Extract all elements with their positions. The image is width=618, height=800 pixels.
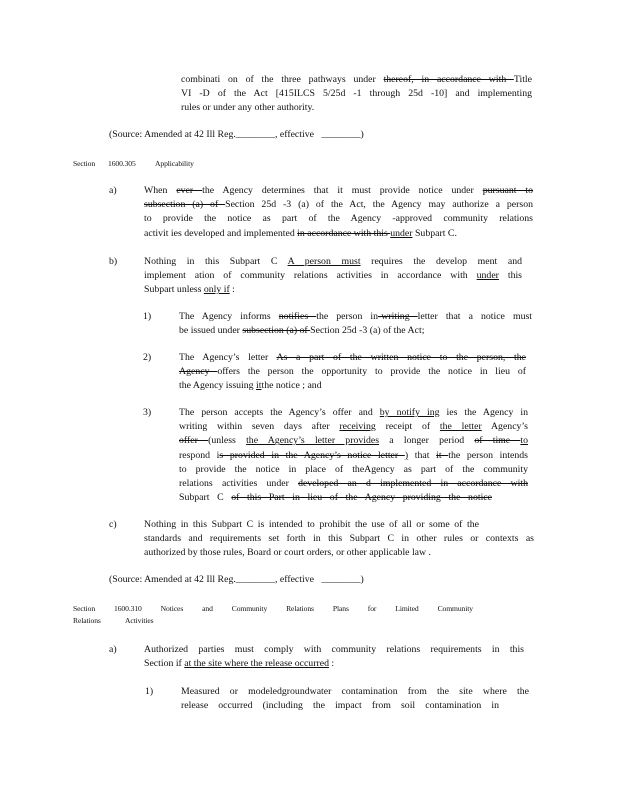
section-number: 1600.310 [114,604,142,613]
item-a-paragraph: When ever the Agency determines that it must provide notice under pursuant to subsection (a) of Section 25d -3 (a) of the Act, the Agency may authorize a person to provide the notice as part of the Agency -approved community relations activit ies developed and implemented in accordance with this under Subpart C. [144,185,534,239]
section-label: Section [73,159,96,168]
item-a2-1-paragraph: Measured or modeledgroundwater contamination from the site where the release occurred (including the impact from soil contamination in [181,686,529,712]
item-b1-paragraph: The Agency informs notifies the person in-writing letter that a notice must be issued under subsection (a) of Section 25d -3 (a) of the Act; [179,311,533,337]
section-title-word: Relations [286,604,314,613]
section-heading [73,603,493,627]
section-title: Applicability [155,159,194,168]
section-title-word: Relations [73,616,101,625]
intro-line-1: combinati on of the three pathways under thereof, in accordance with Title [181,74,532,85]
section-title-word: Plans [332,604,349,613]
section-title-word: for [367,604,377,613]
section-title-word: Community [231,604,268,613]
section-title-word: Limited [395,604,419,613]
item-b2-paragraph: The Agency’s letter As a part of the written notice to the person, the Agency offers the person the opportunity to provide the notice in lieu of the Agency issuing itthe notice ; and [179,352,527,392]
intro-paragraph [181,73,532,116]
source-note: (Source: Amended at 42 Ill Reg.________, effective ________) [109,129,364,140]
section-title-word: Notices [160,604,184,613]
item-marker: a) [109,644,117,655]
item-c-paragraph: Nothing in this Subpart C is intended to prohibit the use of all or some of the standards and requirements set forth in this Subpart C in other rules or contexts as authorized by those rules, Board or court orders, or other applicable law . [144,519,534,559]
item-marker: a) [109,185,117,196]
item-marker: 1) [145,686,154,697]
section-heading [73,158,273,170]
item-b-paragraph: Nothing in this Subpart C A person must requires the develop ment and implement ation of community relations activities in accordance with under this Subpart unless only if : [144,256,523,296]
intro-line-3: rules or under any other authority. [181,102,315,114]
item-marker: c) [109,519,117,530]
item-marker: 2) [143,352,152,363]
section-title-word: Activities [125,616,154,625]
item-b3-paragraph: The person accepts the Agency’s offer and by notify ing ies the Agency in writing within seven days after receiving receipt of the letter Agency’s offer (unless the Agency’s letter provides a longer period of time to respond is provided in the Agency’s notice letter ) that it the person intends to provide the notice in place of theAgency as part of the community relations activities under developed an d implemented in accordance with Subpart C of this Part in lieu of the Agency providing the notice [179,407,529,504]
section-title-word: and [202,604,213,613]
section-label: Section [73,604,96,613]
section-title-word: Community [437,604,473,613]
item-marker: 3) [143,407,152,418]
source-note: (Source: Amended at 42 Ill Reg.________, effective ________) [109,574,364,585]
intro-line-2: VI -D of the Act [415ILCS 5/25d -1 through 25d -10] and implementing [181,88,532,100]
item-marker: b) [109,256,118,267]
item-marker: 1) [143,311,152,322]
section-number: 1600.305 [108,159,136,168]
item-a2-paragraph: Authorized parties must comply with community relations requirements in this Section if at the site where the release occurred : [144,644,524,670]
